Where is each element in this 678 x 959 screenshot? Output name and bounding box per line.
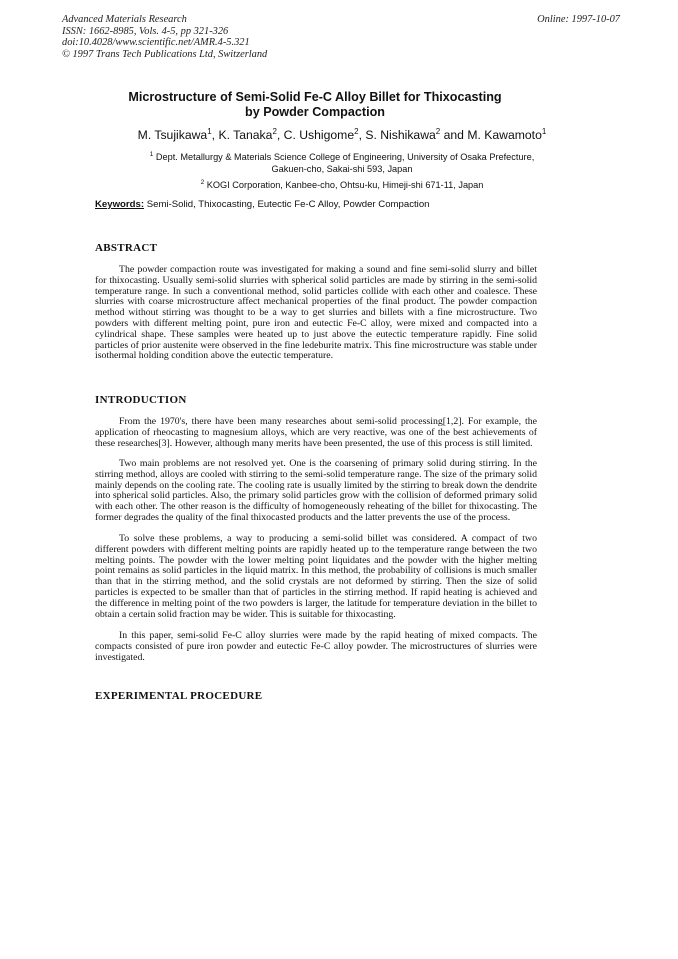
journal-name: Advanced Materials Research [62,14,187,25]
author-name: , S. Nishikawa [358,128,436,143]
introduction-paragraph-1 [95,417,537,449]
paper-title [62,90,568,119]
paragraph-text: In this paper, semi-solid Fe-C alloy slurries were made by the rapid heating of mixed compacts. The compacts consisted of pure iron powder and eutectic Fe-C alloy powder. The microstructures of slurries were investigated. [95,630,537,663]
affiliation-mark: 1 [149,151,154,158]
affiliation-1 [62,149,622,175]
paragraph-text: From the 1970's, there have been many researches about semi-solid processing[1,2]. For example, the application of rheocasting to magnesium alloys, which are very reactive, was one of the best achievements of these researches[3]. However, although many merits have been presented, the use of this process is still limited. [95,416,537,449]
online-date: Online: 1997-10-07 [537,14,620,25]
author-name: , C. Ushigome [276,128,355,143]
introduction-paragraph-4 [95,631,537,663]
introduction-paragraph-3 [95,534,537,620]
author-affiliation-mark: 2 [354,127,359,136]
author-name: , K. Tanaka [211,128,273,143]
author-affiliation-mark: 1 [541,127,547,136]
keywords [95,199,430,211]
affiliation-mark: 2 [200,179,205,186]
doi-link[interactable]: doi:10.4028/www.scientific.net/AMR.4-5.321 [62,37,250,49]
author-affiliation-mark: 1 [207,127,212,136]
paragraph-text: To solve these problems, a way to producing a semi-solid billet was considered. A compact of two different powders with different melting points are rapidly heated up to the temperature range between the two melting points. The powder with the lower melting point liquidates and the powder with the higher melting point remains as solid particles in the liquid matrix. In this method, the probability of collisions is much smaller than that in the stirring method, and the solid crystals are not deformed by stirring. Then the size of solid particles is expected to be smaller than that of particles in the stirring method. If rapid heating is achieved and the difference in melting point of the two powders is larger, the latitude for temperature deviation in the billet to obtain a certain solid fraction may be wider. This is suitable for thixocasting. [95,533,537,620]
keywords-label: Keywords: [95,199,145,210]
affiliation-text: KOGI Corporation, Kanbee-cho, Ohtsu-ku, Himeji-shi 671-11, Japan [204,180,484,191]
author-name: and M. Kawamoto [440,128,542,143]
author-affiliation-mark: 2 [272,127,277,136]
abstract-paragraph [95,265,537,362]
abstract-heading: ABSTRACT [95,242,158,254]
title-line-2: by Powder Compaction [245,104,385,119]
paragraph-text: Two main problems are not resolved yet. One is the coarsening of primary solid during stirring. In the stirring method, alloys are cooled with stirring to the semi-solid temperature range. The size of the primary solid mainly depends on the cooling rate. The cooling rate is usually limited by the stirring to break down the dendrite into spherical solid particles. Also, the primary solid particles grow with the collision of deformed primary solid with each other. The other reason is the difficulty of homogeneously reheating of the billet for thixocasting. The former degrades the quality of the final thixocasted products and the latter prevents the use of the process. [95,458,537,523]
author-affiliation-mark: 2 [435,127,441,136]
affiliation-text: Gakuen-cho, Sakai-shi 593, Japan [271,163,413,174]
issn-line: ISSN: 1662-8985, Vols. 4-5, pp 321-326 [62,25,229,37]
affiliation-2 [62,177,622,192]
author-list [62,125,622,142]
author-name: M. Tsujikawa [137,128,208,143]
title-line-1: Microstructure of Semi-Solid Fe-C Alloy Billet for Thixocasting [128,90,502,104]
keywords-text: Semi-Solid, Thixocasting, Eutectic Fe-C Alloy, Powder Compaction [144,199,430,210]
abstract-text: The powder compaction route was investigated for making a sound and fine semi-solid slurry and billet for thixocasting. Usually semi-solid slurries with spherical solid particles are made by stirring in the semi-solid temperature range. In such a conventional method, solid particles collide with each other and coalesce. These slurries with coarse microstructure affect mechanical properties of the final product. The powder compaction method without stirring was thought to be a way to get slurries and billets with a fine microstructure. Two powders with different melting point, pure iron and eutectic Fe-C alloy, were mixed and compacted into a cylindrical shape. These samples were heated up to just above the eutectic temperature rapidly. Fine solid particles of prior austenite were observed in the fine ledeburite matrix. This fine microstructure was stable under isothermal holding condition above the eutectic temperature. [95,264,537,362]
experimental-heading: EXPERIMENTAL PROCEDURE [95,690,263,702]
affiliation-text: Dept. Metallurgy & Materials Science College of Engineering, University of Osaka Prefecture, [153,152,535,163]
introduction-paragraph-2 [95,459,537,524]
journal-header [62,14,267,60]
introduction-heading: INTRODUCTION [95,394,187,406]
copyright-line: © 1997 Trans Tech Publications Ltd, Switzerland [62,48,268,60]
